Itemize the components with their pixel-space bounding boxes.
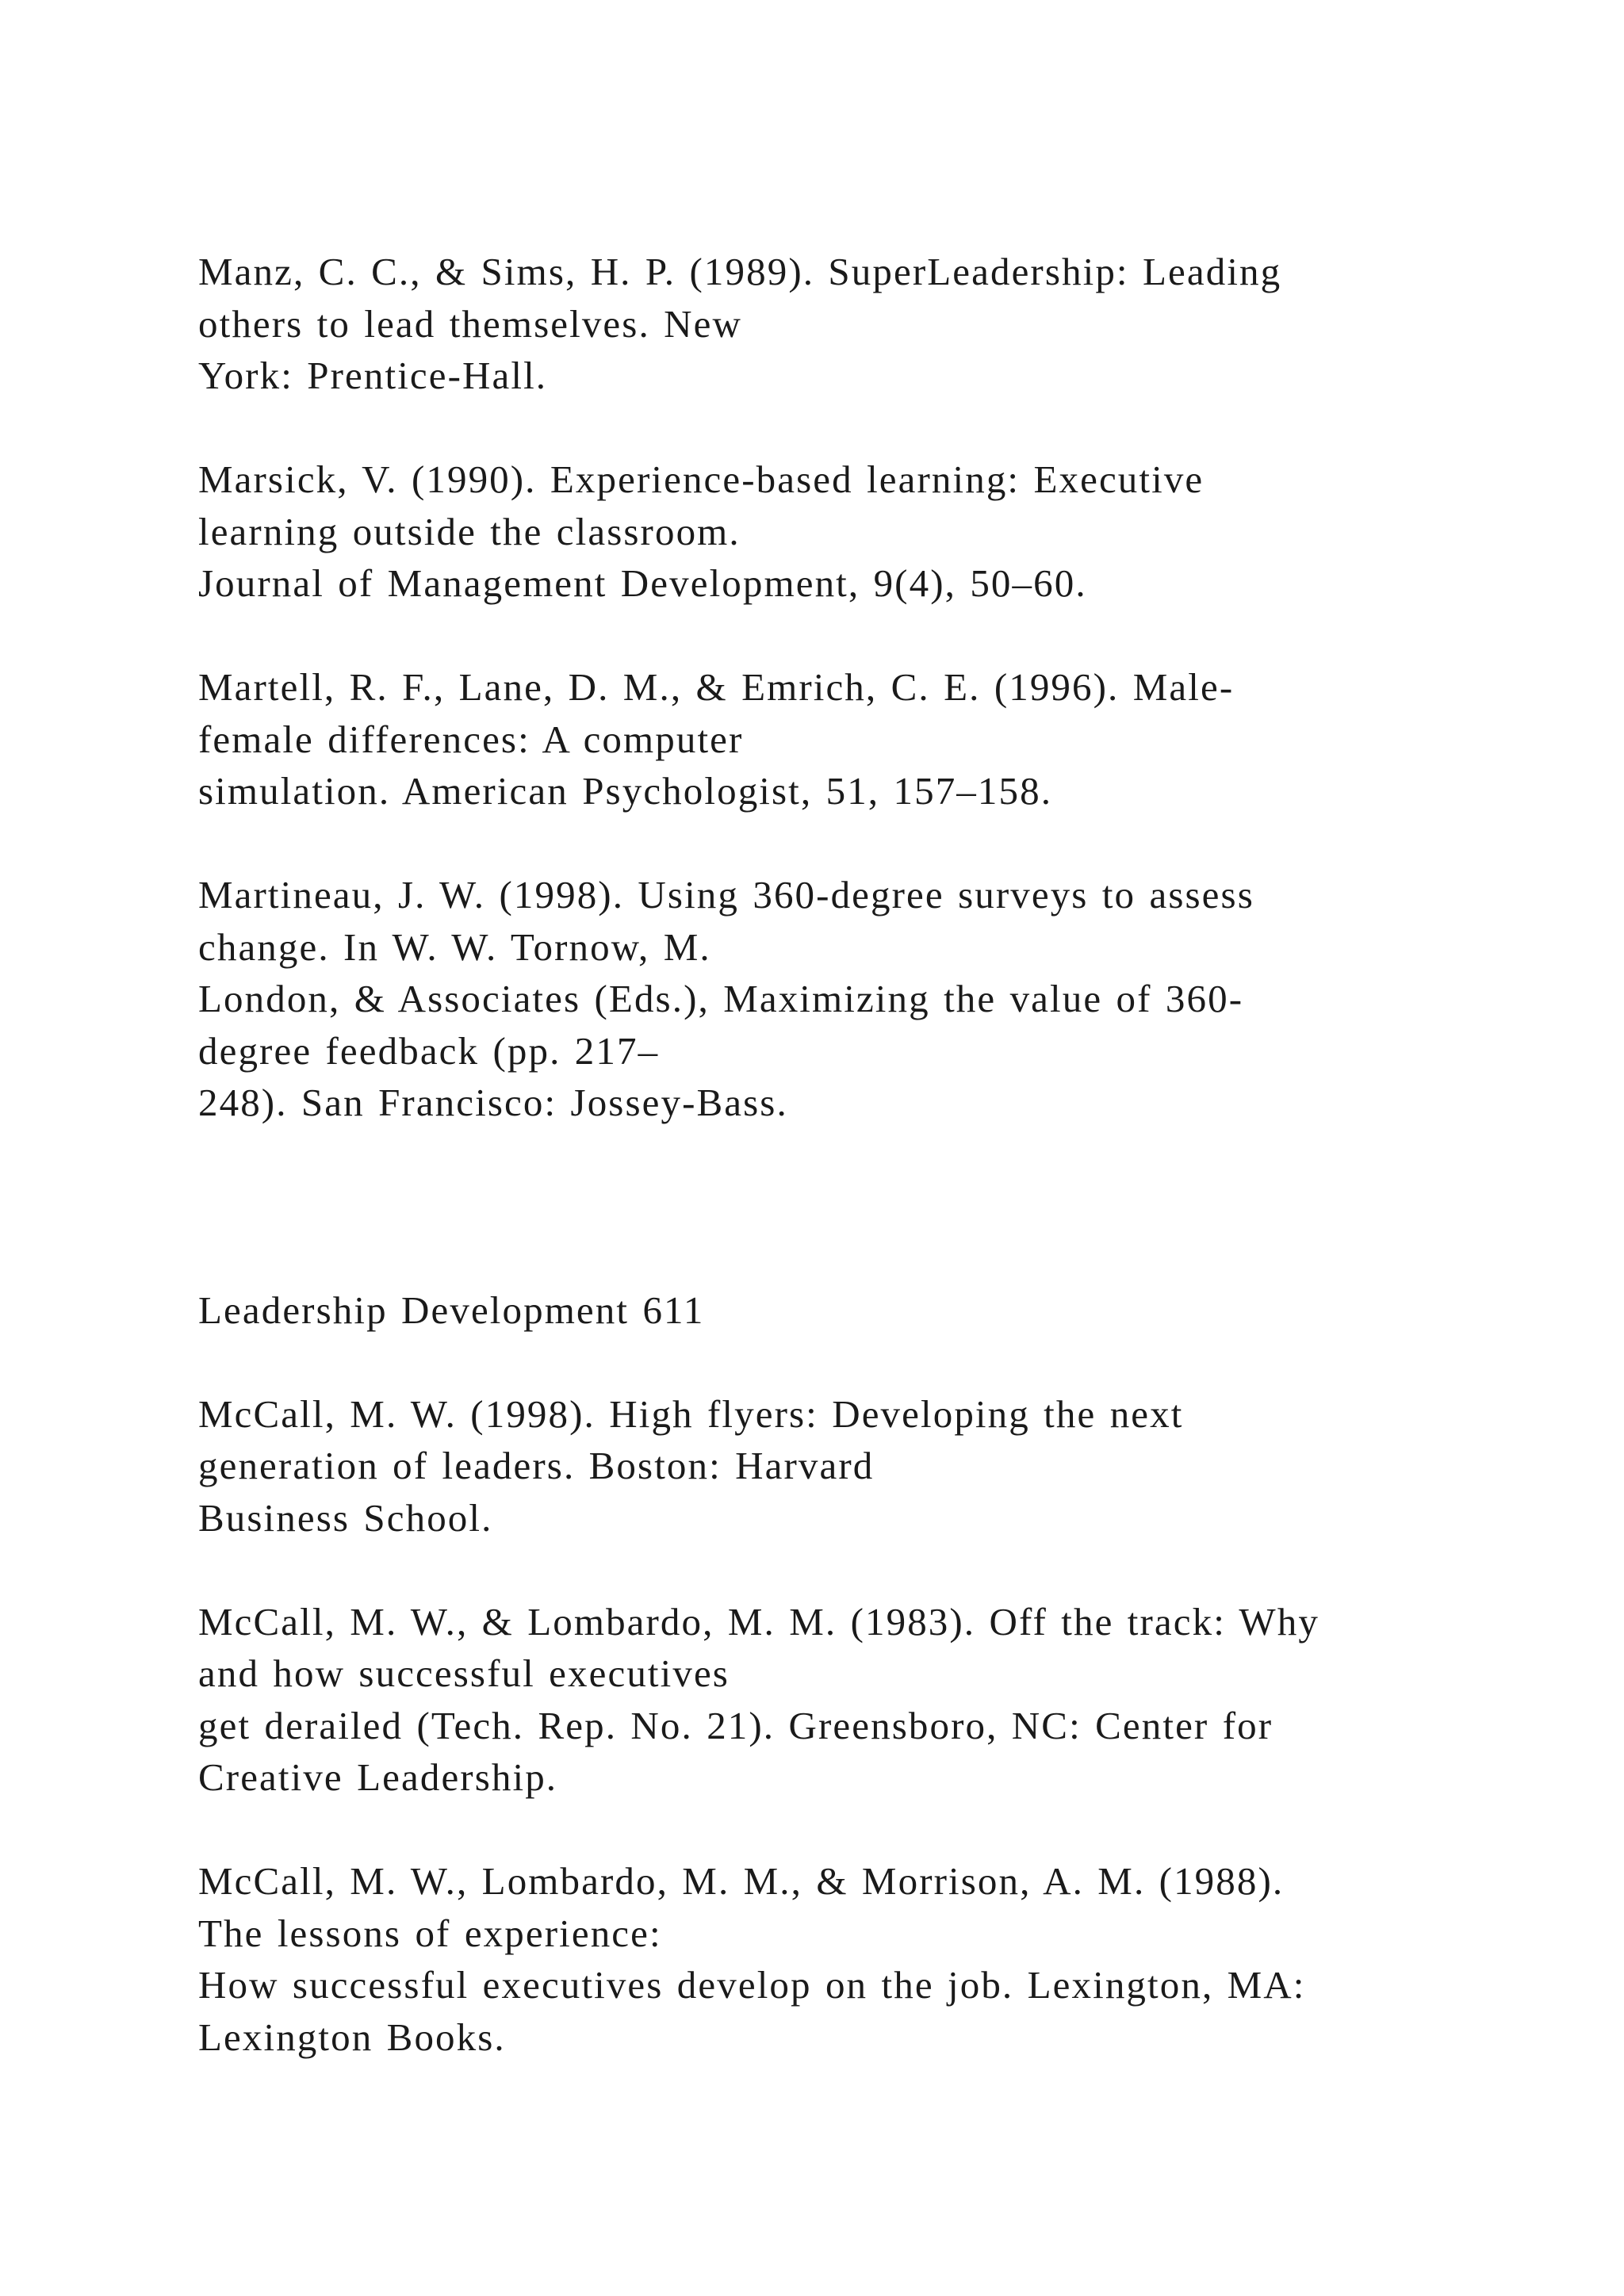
reference-line: Lexington Books. — [198, 2015, 506, 2059]
reference-line: degree feedback (pp. 217– — [198, 1028, 660, 1073]
reference-line: How successful executives develop on the job. Lexington, MA: — [198, 1963, 1306, 2007]
reference-line: Martineau, J. W. (1998). Using 360-degree surveys to assess — [198, 873, 1254, 916]
reference-line: change. In W. W. Tornow, M. — [198, 924, 711, 969]
reference-line: Martell, R. F., Lane, D. M., & Emrich, C. E. (1996). Male- — [198, 665, 1235, 709]
reference-entry-mccall-lombardo-1983 — [198, 1596, 1507, 1804]
reference-line: learning outside the classroom. — [198, 509, 741, 553]
running-header-text: Leadership Development 611 — [198, 1288, 705, 1332]
reference-line: Business School. — [198, 1495, 493, 1540]
reference-entry-martell — [198, 661, 1507, 817]
reference-entry-marsick — [198, 453, 1507, 610]
reference-line: Manz, C. C., & Sims, H. P. (1989). SuperLeadership: Leading — [198, 250, 1282, 293]
reference-line: and how successful executives — [198, 1651, 730, 1695]
reference-entry-manz — [198, 246, 1507, 402]
reference-line: others to lead themselves. New — [198, 301, 742, 346]
reference-line: Marsick, V. (1990). Experience-based learning: Executive — [198, 457, 1205, 501]
reference-entry-martineau — [198, 869, 1507, 1129]
reference-line: simulation. American Psychologist, 51, 157–158. — [198, 769, 1053, 813]
page-break-spacer — [198, 1129, 1507, 1284]
reference-entry-mccall-1998 — [198, 1388, 1507, 1544]
reference-line: The lessons of experience: — [198, 1911, 662, 1955]
reference-line: Journal of Management Development, 9(4), 50–60. — [198, 561, 1087, 605]
reference-line: get derailed (Tech. Rep. No. 21). Greensboro, NC: Center for — [198, 1703, 1274, 1747]
reference-line: McCall, M. W., Lombardo, M. M., & Morrison, A. M. (1988). — [198, 1859, 1285, 1903]
reference-line: McCall, M. W. (1998). High flyers: Developing the next — [198, 1391, 1184, 1436]
reference-line: generation of leaders. Boston: Harvard — [198, 1444, 875, 1487]
reference-entry-mccall-lombardo-morrison-1988 — [198, 1855, 1507, 2063]
running-header — [198, 1284, 1507, 1337]
reference-line: York: Prentice-Hall. — [198, 354, 548, 397]
reference-line: McCall, M. W., & Lombardo, M. M. (1983). Off the track: Why — [198, 1599, 1320, 1644]
reference-line: Creative Leadership. — [198, 1755, 558, 1799]
reference-line: London, & Associates (Eds.), Maximizing the value of 360- — [198, 977, 1244, 1020]
reference-list — [198, 246, 1507, 2115]
reference-line: 248). San Francisco: Jossey-Bass. — [198, 1081, 788, 1124]
reference-line: female differences: A computer — [198, 717, 744, 761]
